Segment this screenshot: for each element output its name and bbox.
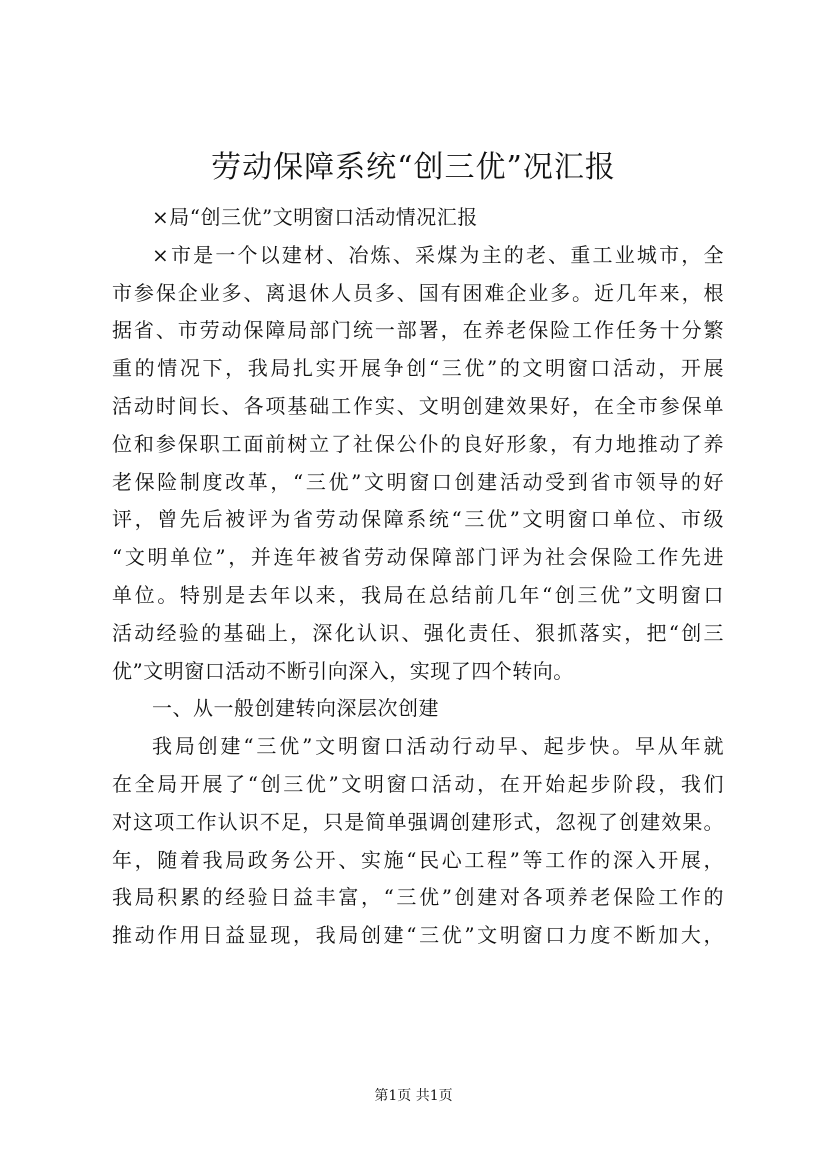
- text-line: 我局积累的经验日益丰富，“三优”创建对各项养老保险工作的: [112, 885, 724, 910]
- text-line: 推动作用日益显现，我局创建“三优”文明窗口力度不断加大，: [112, 923, 724, 948]
- text-line: 评，曾先后被评为省劳动保障系统“三优”文明窗口单位、市级: [112, 507, 724, 532]
- text-line: ×市是一个以建材、冶炼、采煤为主的老、重工业城市，全: [152, 242, 724, 267]
- text-line: 活动经验的基础上，深化认识、强化责任、狠抓落实，把“创三: [112, 620, 724, 645]
- text-line: 单位。特别是去年以来，我局在总结前几年“创三优”文明窗口: [112, 582, 724, 607]
- page-footer: 第1页 共1页: [374, 1088, 453, 1104]
- text-line: 老保险制度改革，“三优”文明窗口创建活动受到省市领导的好: [112, 469, 724, 494]
- text-line: 优”文明窗口活动不断引向深入，实现了四个转向。: [112, 658, 574, 683]
- text-line: 据省、市劳动保障局部门统一部署，在养老保险工作任务十分繁: [112, 318, 724, 343]
- text-line: ×局“创三优”文明窗口活动情况汇报: [152, 205, 478, 229]
- text-line: 市参保企业多、离退休人员多、国有困难企业多。近几年来，根: [112, 280, 724, 305]
- text-line: “文明单位”，并连年被省劳动保障部门评为社会保险工作先进: [112, 545, 724, 570]
- document-body: [112, 199, 724, 955]
- text-line: 位和参保职工面前树立了社保公仆的良好形象，有力地推动了养: [112, 431, 724, 456]
- text-line: 年，随着我局政务公开、实施“民心工程”等工作的深入开展，: [112, 847, 724, 872]
- text-line: 在全局开展了“创三优”文明窗口活动，在开始起步阶段，我们: [112, 771, 724, 796]
- document-title: 劳动保障系统“创三优”况汇报: [211, 150, 616, 185]
- text-line: 我局创建“三优”文明窗口活动行动早、起步快。早从年就: [152, 734, 724, 759]
- text-line: 活动时间长、各项基础工作实、文明创建效果好，在全市参保单: [112, 393, 724, 418]
- text-line: 对这项工作认识不足，只是简单强调创建形式，忽视了创建效果。: [112, 809, 724, 834]
- text-line: 重的情况下，我局扎实开展争创“三优”的文明窗口活动，开展: [112, 356, 724, 381]
- text-line: 一、从一般创建转向深层次创建: [152, 696, 439, 721]
